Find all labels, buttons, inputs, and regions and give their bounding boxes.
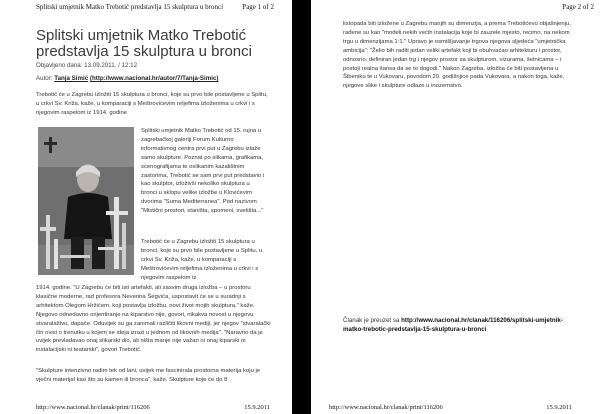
page-header-title: Splitski umjetnik Matko Trebotić predstavlja 15 skulptura u bronci [36,3,224,11]
article-paragraph-3: 1914. godine. "U Zagrebu će biti isti artefakti, ali sasvim druga izložba – u prostoru klasične moderne, rad profesora Neverina Šegvića, uspostavit će se u suradnji s arhitektom Olegom Hržićem. koji postavlja izložbu, novi život mojih skulptura," kaže. Njegovo odnedavno orijentiranje na kiparstvo nije, govori, nikakva novost u njegovu stvaralaštvu, dapače. Oduvijek su ga zanimali različiti likovni mediji, jer njegov "stvaralački čin ovisi o trenutku u kojem se ideja izrazi u jednom od likovnih medija". "Naravno da je uvijek prevladavao onaj slikarski dio, ali ništa manje nije važan ni onaj kiparski ni instalacijski ni teatarski", govori Trebotić. [36,285,271,354]
page-footer-date: 15.9.2011 [244,404,270,411]
source-url-link[interactable]: http://www.nacional.hr/clanak/116206/splitski-umjetnik-matko-trebotic-predstavlja-15-skulptura-u-bronci [343,317,563,334]
article-paragraph-2: Trebotić će u Zagrebu izložiti 15 skulptura u bronci, koje su prvo bile postavljene u Splitu, u crkvi Sv. Križa, kaže, u komparaciji s Meštrovićevim reljefima izloženima u crkvi i s njegovim raspelom iz [141,239,263,281]
source-label: Članak je preuzet sa [343,317,400,324]
author-url-link[interactable]: (http://www.nacional.hr/autor/7/Tanja-Simic) [89,75,219,82]
author-label: Autor: [36,75,53,82]
document-page-1 [0,0,292,414]
artist-photo [38,127,134,275]
author-name-link[interactable]: Tanja Simić [54,75,89,82]
document-page-2 [311,0,600,414]
publish-date: Objavljeno dana: 13.09.2011. / 12:12 [36,62,138,69]
article-paragraph-1: Splitski umjetnik Matko Trebotić od 15. rujna u zagrebačkoj galeriji Forum Kulturno informativnog centra prvi put u Zagrebu izlaže samo skulpture. Poznat po slikama, grafikama, scenografijama te oslikanim kazalištnim zastorima, Trebotić se sam prvi put predstavio i kao skulptor, izloživši nekoliko skulptura u bronci u sklopu velike izložbe u Klovićevim dvorima "Suma Mediterranea". Pod nazivom "Mistični prostori, staništa, spomeni, svetišta..." [141,128,265,215]
page-header-number: Page 2 of 2 [562,3,594,11]
page-footer-date: 15.9.2011 [546,404,572,411]
page-footer-url: http://www.nacional.hr/clanak/print/116206 [329,404,443,411]
source-note [343,316,575,335]
article-continuation: listopada biti izložene u Zagrebu manjih su dimenzija, a prema Trebotićevu objašnjenju, rađene su kao "modeli nekih većih instalacija koje bi zauzele mjesto, recimo, na nekom trgu u dimenzijama 1:1." Upravo je osmišljavanje trgova njegova sljedeća "umjetnička ambicija": "Želio bih raditi jedan veliki artefakt koji bi obuhvaćao arhitekturu i prostor, odnosno, definiran jedan trg i njegov prostor sa skulpturom, vizurama, šetnicama – i postoji realna šansa da se to dogodi." Nakon Zagreba, izložba će biti postavljena u Šibeniku te u Vukovaru, povodom 20. godišnjice pada Vukovara, a nakon toga, kaže, njegove slike i skulpture odlaze u inozemstvo. [343,21,571,90]
article-intro: Trebotić će u Zagrebu izložiti 15 skulptura u bronci, koje su prvo bile postavljene u Splitu, u crkvi Sv. Križa, kaže, u komparaciji s Meštrovićevim reljefima izloženima u crkvi i s njegovim raspelom iz 1914. godine [36,92,268,116]
article-title: Splitski umjetnik Matko Trebotić predstavlja 15 skulptura u bronci [36,27,252,60]
page-footer-url: http://www.nacional.hr/clanak/print/116206 [36,404,150,411]
page-header-number: Page 1 of 2 [242,3,274,11]
author-line [36,75,219,82]
article-paragraph-4: "Skulpture intenzivno radim tek od lani, uvijek me fascinirala prostorna materija koju je vječni materijal kao što su kamen ili bronca", kaže. Skulpture koje će do 8 [36,368,261,383]
